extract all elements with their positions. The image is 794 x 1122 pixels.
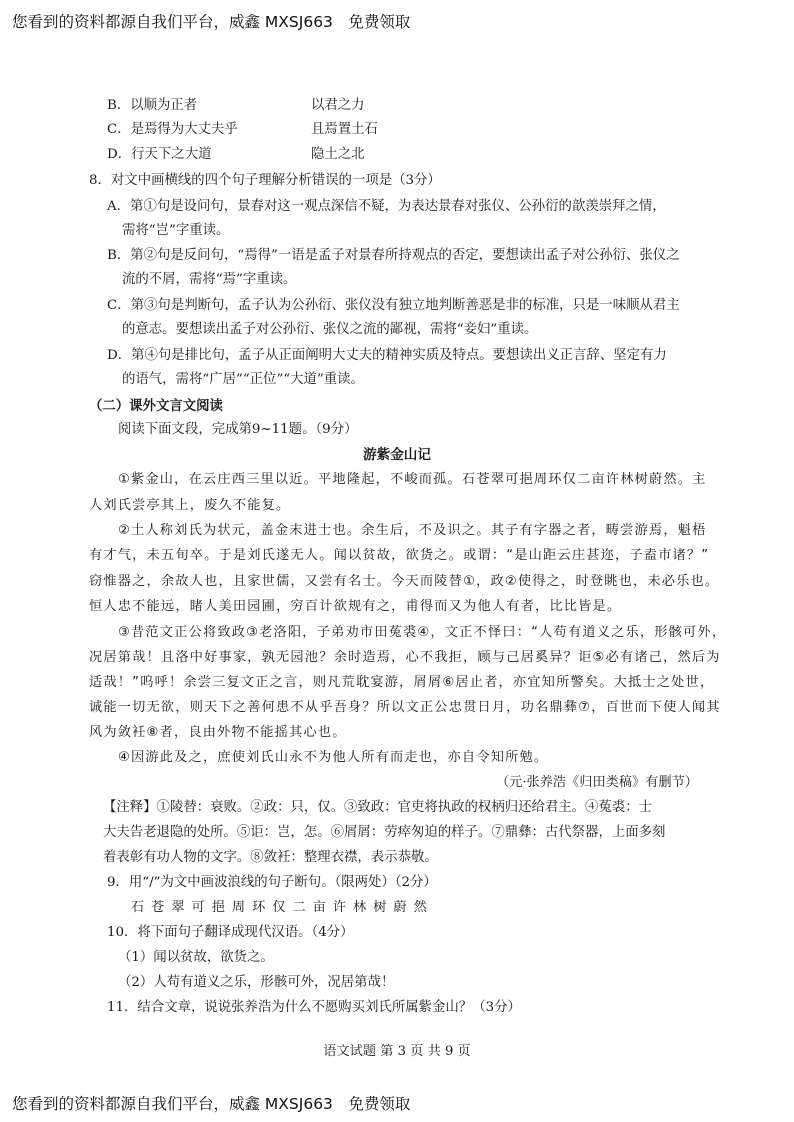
- question-9-sentence: 石苍翠可挹周环仅二亩许林树蔚然: [131, 900, 434, 915]
- question-8-stem: 8．对文中画横线的四个句子理解分析错误的一项是（3分）: [89, 173, 441, 188]
- q8-answer-b-line1: B．第②句是反问句，“焉得”一语是孟子对景春所持观点的否定，要想读出孟子对公孙衍、张仪之: [107, 248, 680, 263]
- passage-line: 诚能一切无欲，则天下之善何患不从乎吾身？所以文正公忠贯日月，功名鼎彝⑦，百世而下使人闻其: [89, 700, 721, 715]
- page-footer: 语文试题 第 3 页 共 9 页: [323, 1044, 471, 1059]
- passage-line: 窃惟器之，余故人也，且家世儒，又尝有名士。今天而陵替①，政②使得之，时登眺也，未必乐也。: [89, 574, 720, 589]
- notes-line: 【注释】①陵替：衰败。②政：只，仅。③致政：官吏将执政的权柄归还给君主。④菟裘：士: [103, 800, 653, 815]
- option-c-left: C．是焉得为大丈夫乎: [107, 122, 238, 137]
- passage-line: 恒人忠不能远，睹人美田园圃，穷百计欲规有之，甫得而又为他人有者，比比皆是。: [89, 599, 622, 614]
- q8-answer-c-line1: C．第③句是判断句，孟子认为公孙衍、张仪没有独立地判断善恶是非的标准，只是一味顺从君主: [107, 298, 680, 313]
- q8-answer-a-line1: A．第①句是设问句，景春对这一观点深信不疑，为表达景春对张仪、公孙衍的歆羡崇拜之情，: [107, 199, 666, 214]
- passage-line: ④因游此及之，庶使刘氏山永不为他人所有而走也，亦自令知所勉。: [118, 750, 549, 765]
- passage-line: ③昔范文正公将致政③老洛阳，子弟劝市田菟裘④，文正不怿曰：“人苟有道义之乐，形骸可外，: [118, 625, 727, 640]
- bottom-banner: 您看到的资料都源自我们平台，威鑫 MXSJ663 免费领取: [12, 1095, 411, 1113]
- q8-answer-d-line1: D．第④句是排比句，孟子从正面阐明大丈夫的精神实质及特点。要想读出义正言辞、坚定有力: [107, 348, 667, 363]
- top-banner: 您看到的资料都源自我们平台，威鑫 MXSJ663 免费领取: [12, 13, 411, 31]
- passage-line: ②土人称刘氏为状元，盖金末进士也。余生后，不及识之。其子有字器之者，畴尝游焉，魁梧: [118, 523, 707, 538]
- passage-line: 有才气，未五旬卒。于是刘氏遂无人。闻以贫故，欲货之。或谓：“是山距云庄甚迩，子盍市诸？”: [89, 548, 710, 563]
- q8-answer-c-line2: 的意志。要想读出孟子对公孙衍、张仪之流的鄙视，需将“妾妇”重读。: [122, 322, 538, 337]
- notes-line: 大夫告老退隐的处所。⑤讵：岂，怎。⑥屑屑：劳瘁匆迫的样子。⑦鼎彝：古代祭器，上面多刻: [103, 825, 666, 840]
- passage-line: 适哉！”呜呼！余尝三复文正之言，则凡荒耽宴游，屑屑⑥居止者，亦宜知所警矣。大抵士之处世，: [89, 675, 715, 690]
- passage-line: 况居第哉！且洛中好事家，孰无园池？余时造焉，心不我拒，顾与己居奚异？讵⑤必有诸己，然后为: [89, 650, 721, 665]
- q8-answer-b-line2: 流的不屑，需将“焉”字重读。: [122, 272, 297, 287]
- option-d-left: D．行天下之大道: [107, 147, 212, 162]
- option-c-right: 且焉置土石: [311, 122, 378, 137]
- question-10-stem: 10．将下面句子翻译成现代汉语。（4分）: [107, 925, 354, 940]
- option-d-right: 隐土之北: [311, 147, 365, 162]
- question-9-stem: 9．用“/”为文中画波浪线的句子断句。（限两处）（2分）: [107, 875, 437, 890]
- section-heading: （二）课外文言文阅读: [89, 398, 223, 414]
- notes-line: 着表彰有功人物的文字。⑧敛衽：整理衣襟，表示恭敬。: [103, 850, 438, 865]
- question-10-item-2: （2）人苟有道义之乐，形骸可外，况居第哉！: [118, 975, 395, 990]
- q8-answer-d-line2: 的语气，需将“广居”“正位”“大道”重读。: [122, 372, 364, 387]
- section-intro: 阅读下面文段，完成第9~11题。（9分）: [118, 422, 358, 437]
- passage-line: 风为敛衽⑧者，良由外物不能摇其心也。: [89, 725, 347, 740]
- question-11-stem: 11．结合文章，说说张养浩为什么不愿购买刘氏所属紫金山？（3分）: [107, 1000, 521, 1015]
- passage-source: （元·张养浩《归田类稿》有删节）: [495, 775, 698, 790]
- passage-line: 人刘氏尝亭其上，废久不能复。: [89, 498, 291, 513]
- q8-answer-a-line2: 需将“岂”字重读。: [122, 223, 230, 238]
- question-10-item-1: （1）闻以贫故，欲货之。: [118, 950, 274, 965]
- passage-line: ①紫金山，在云庄西三里以近。平地隆起，不峻而孤。石苍翠可挹周环仅二亩许林树蔚然。主: [118, 472, 707, 487]
- option-b-left: B．以顺为正者: [107, 98, 198, 113]
- option-b-right: 以君之力: [311, 98, 365, 113]
- passage-title: 游紫金山记: [363, 447, 431, 463]
